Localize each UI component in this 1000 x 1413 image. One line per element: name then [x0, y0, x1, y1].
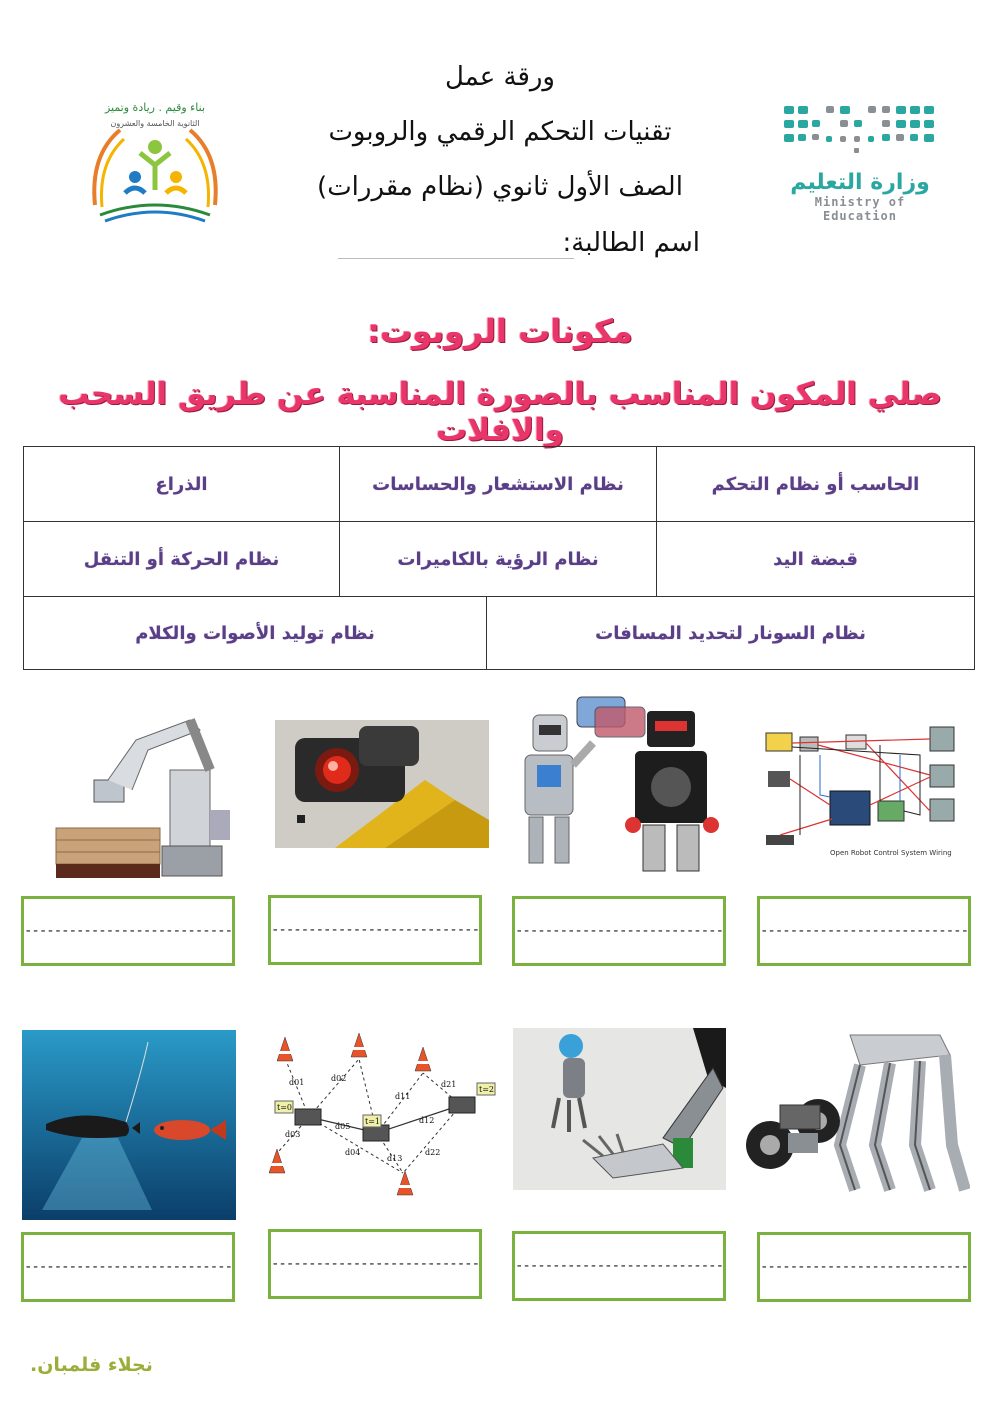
robot-camera-icon — [275, 720, 489, 848]
ministry-english-name: Ministry of Education — [814, 195, 906, 223]
answer-box[interactable]: ---------------------------- — [21, 896, 235, 966]
nav-label: d04 — [345, 1148, 361, 1157]
component-vision[interactable]: نظام الرؤية بالكاميرات — [340, 522, 657, 597]
component-sonar[interactable]: نظام السونار لتحديد المسافات — [595, 622, 866, 644]
nav-label: d12 — [419, 1116, 435, 1125]
worksheet-label: ورقة عمل — [445, 62, 555, 92]
component-arm[interactable]: الذراع — [24, 447, 340, 522]
underwater-robot-icon — [22, 1030, 236, 1220]
nav-label: t=0 — [277, 1103, 293, 1112]
student-name-label: اسم الطالبة: — [562, 228, 700, 258]
component-speech[interactable]: نظام توليد الأصوات والكلام — [24, 597, 487, 669]
nav-label: d01 — [289, 1078, 305, 1087]
ministry-arabic-name: وزارة التعليم — [790, 170, 930, 195]
answer-box[interactable]: ---------------------------- — [512, 1231, 726, 1301]
subject-title: تقنيات التحكم الرقمي والروبوت — [328, 117, 672, 147]
wiring-caption: Open Robot Control System Wiring — [830, 849, 952, 857]
ministry-dots-icon — [780, 100, 940, 160]
robot-hand-icon — [513, 1028, 726, 1190]
main-title: مكونات الروبوت: — [367, 312, 633, 350]
author-signature: نجلاء فلمبان. — [30, 1354, 153, 1376]
school-logo — [80, 95, 230, 230]
image-wiring-diagram[interactable] — [760, 715, 975, 865]
component-sensors[interactable]: نظام الاستشعار والحساسات — [340, 447, 657, 522]
school-name: الثانوية الخامسة والعشرون — [110, 119, 200, 128]
image-navigation-diagram[interactable] — [265, 1025, 503, 1205]
robot-legs-icon — [740, 1025, 970, 1195]
answer-box[interactable]: ---------------------------- — [512, 896, 726, 966]
nav-label: d13 — [387, 1154, 403, 1163]
image-robot-camera[interactable] — [275, 720, 489, 848]
wiring-diagram-icon — [760, 715, 975, 865]
image-underwater-robot[interactable] — [22, 1030, 236, 1220]
robot-arm-icon — [50, 710, 240, 885]
instruction-title: صلي المكون المناسب بالصورة المناسبة عن طريق السحب والافلات — [58, 376, 942, 448]
nav-label: d02 — [331, 1074, 347, 1083]
nav-label: t=2 — [479, 1085, 495, 1094]
components-table — [23, 446, 975, 670]
navigation-diagram-icon — [265, 1025, 503, 1205]
nav-label: d03 — [285, 1130, 301, 1139]
answer-box[interactable]: ---------------------------- — [757, 896, 971, 966]
talking-robots-icon — [515, 695, 725, 880]
nav-label: d22 — [425, 1148, 441, 1157]
nav-label: t=1 — [365, 1117, 381, 1126]
nav-label: d11 — [395, 1092, 411, 1101]
school-emblem-icon — [80, 95, 230, 230]
nav-label: d05 — [335, 1122, 351, 1131]
component-computer[interactable]: الحاسب أو نظام التحكم — [657, 447, 974, 522]
image-talking-robots[interactable] — [515, 695, 725, 880]
ministry-logo — [780, 100, 940, 225]
nav-label: d21 — [441, 1080, 457, 1089]
answer-box[interactable]: ---------------------------- — [21, 1232, 235, 1302]
grade-label: الصف الأول ثانوي (نظام مقررات) — [317, 172, 683, 202]
image-robot-arm[interactable] — [50, 710, 240, 885]
answer-box[interactable]: ---------------------------- — [268, 895, 482, 965]
answer-box[interactable]: ---------------------------- — [757, 1232, 971, 1302]
image-robot-hand[interactable] — [513, 1028, 726, 1190]
student-name-field[interactable] — [338, 258, 574, 259]
component-locomotion[interactable]: نظام الحركة أو التنقل — [24, 522, 340, 597]
answer-box[interactable]: ---------------------------- — [268, 1229, 482, 1299]
image-robot-legs[interactable] — [740, 1025, 970, 1195]
component-gripper[interactable]: قبضة اليد — [657, 522, 974, 597]
school-motto: بناء وقيم . ريادة وتميز — [104, 101, 206, 114]
